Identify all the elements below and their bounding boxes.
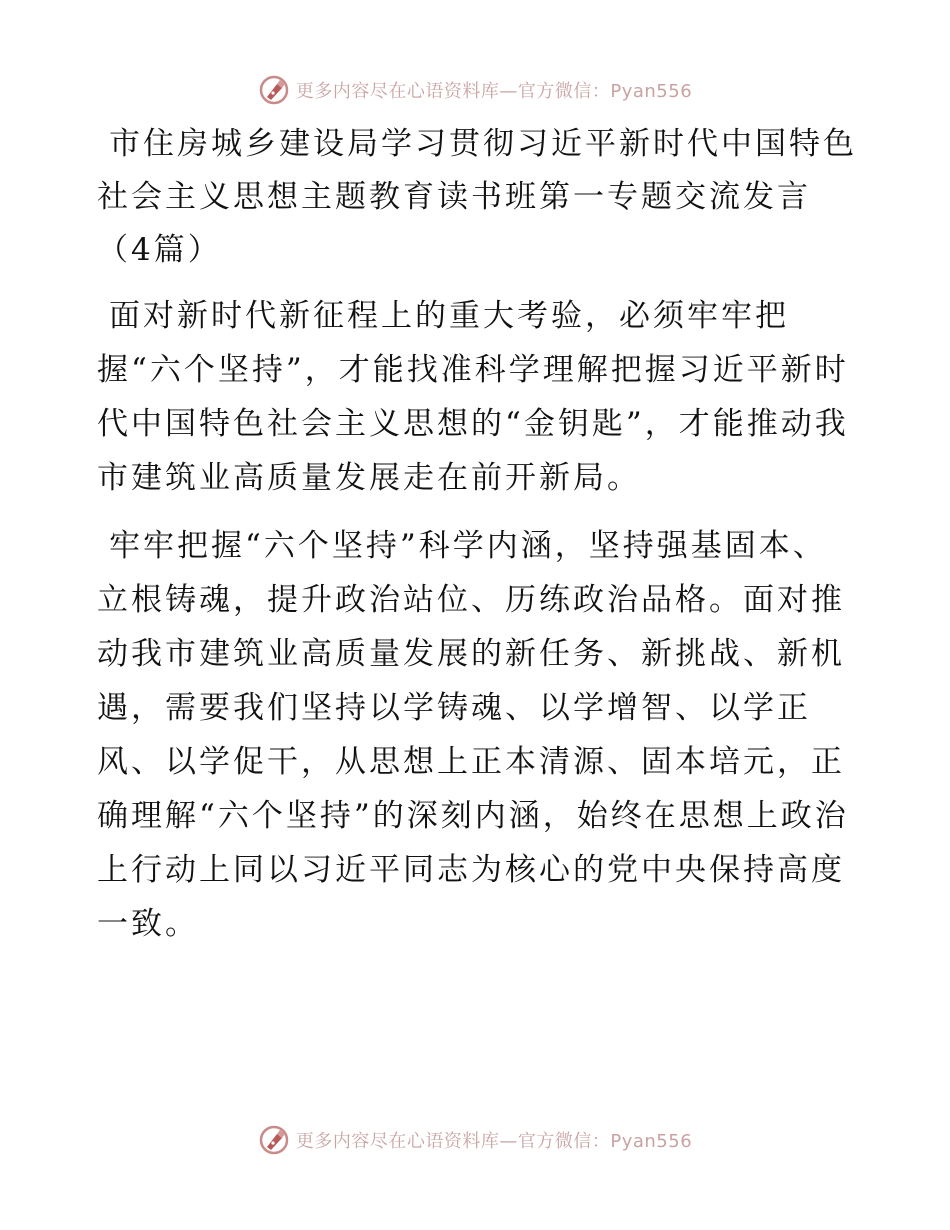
paragraph-1: 面对新时代新征程上的重大考验，必须牢牢把握“六个坚持”，才能找准科学理解把握习近平新时代中国特色社会主义思想的“金钥匙”，才能推动我市建筑业高质量发展走在前开新局。: [97, 298, 849, 496]
document-body: [97, 118, 857, 951]
document-title: 市住房城乡建设局学习贯彻习近平新时代中国特色社会主义思想主题教育读书班第一专题交流发言（4篇）: [97, 126, 857, 268]
watermark-text: 更多内容尽在心语资料库—官方微信：Pyan556: [295, 1131, 693, 1152]
watermark-text: 更多内容尽在心语资料库—官方微信：Pyan556: [295, 81, 693, 102]
header-watermark: [0, 70, 950, 110]
paragraph-2: 牢牢把握“六个坚持”科学内涵，坚持强基固本、立根铸魂，提升政治站位、历练政治品格。面对推动我市建筑业高质量发展的新任务、新挑战、新机遇，需要我们坚持以学铸魂、以学增智、以学正风、以学促干，从思想上正本清源、固本培元，正确理解“六个坚持”的深刻内涵，始终在思想上政治上行动上同以习近平同志为核心的党中央保持高度一致。: [97, 528, 849, 942]
footer-watermark: [0, 1120, 950, 1160]
pen-nib-logo-icon: [258, 74, 290, 106]
pen-nib-logo-icon: [258, 1124, 290, 1156]
